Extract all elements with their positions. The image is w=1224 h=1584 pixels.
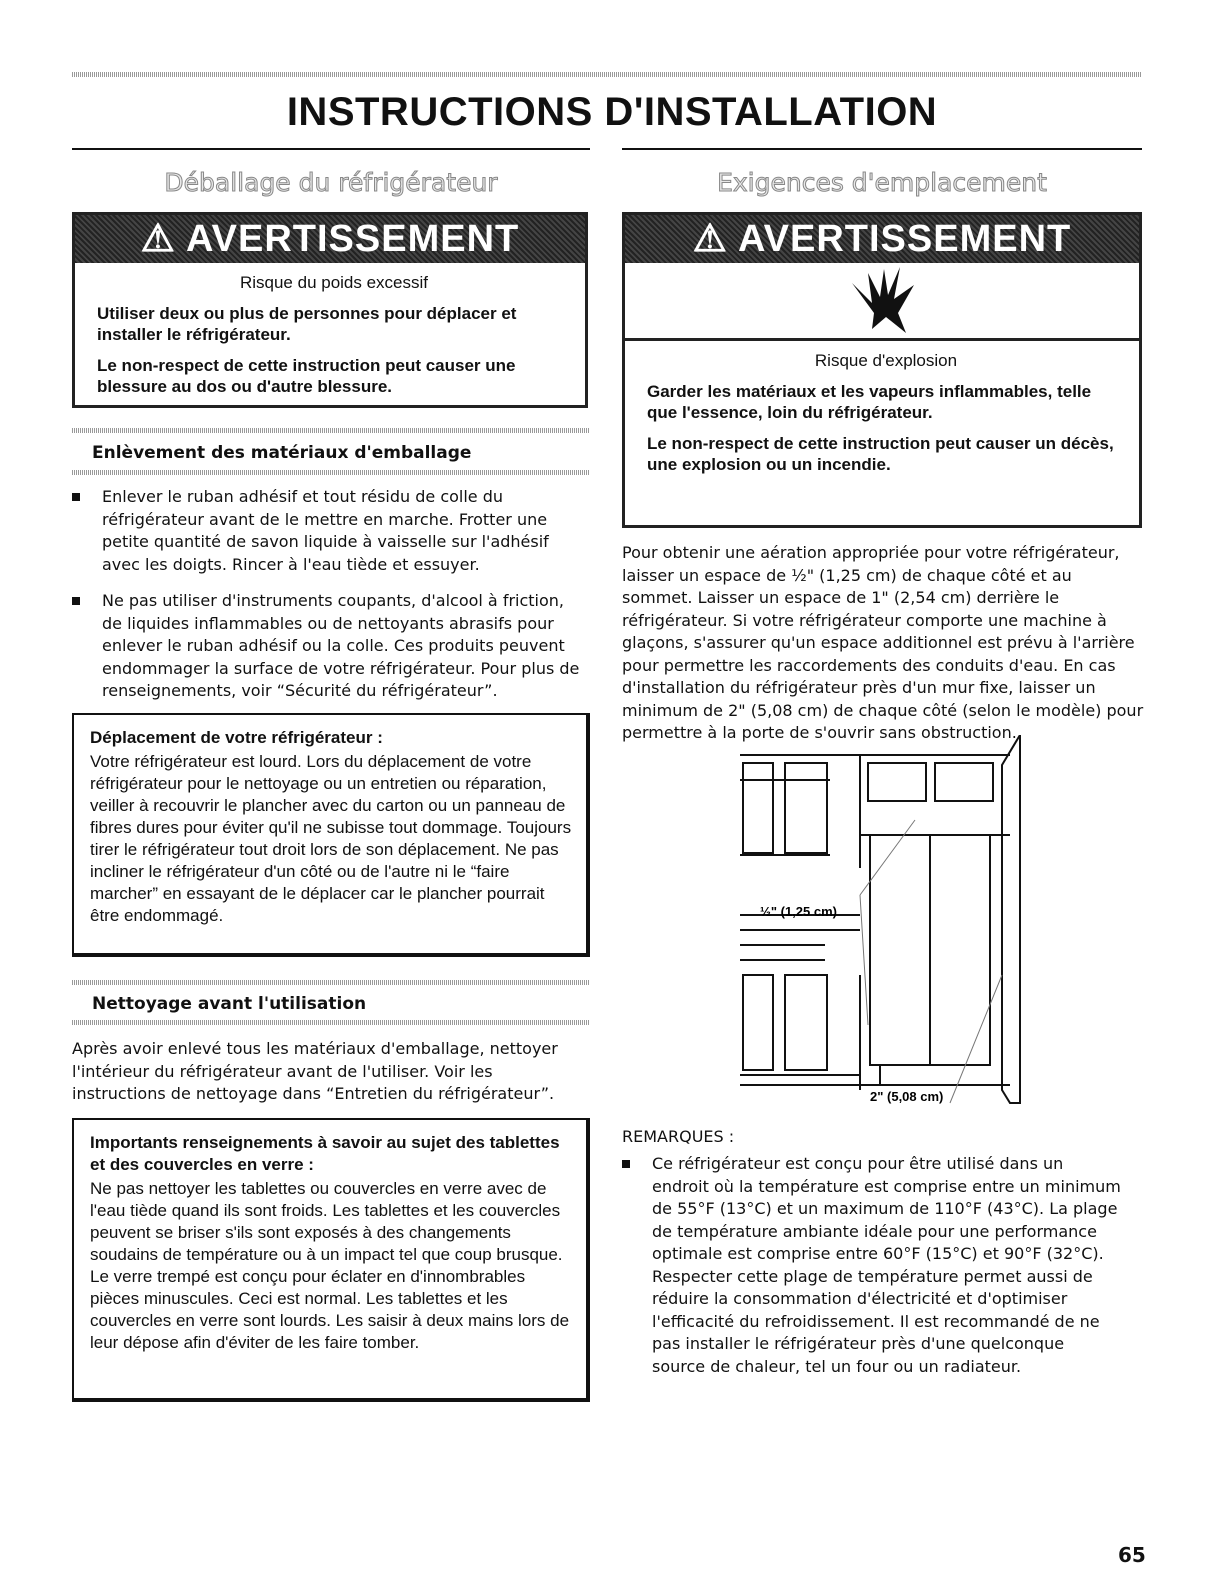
dotted-rule (72, 1020, 590, 1025)
warning-risk: Risque d'explosion (814, 351, 958, 370)
warning-label: AVERTISSEMENT (738, 218, 1072, 260)
section-heading: Déballage du réfrigérateur (164, 168, 498, 197)
warning-risk: Risque du poids excessif (239, 273, 429, 292)
dotted-rule (72, 980, 590, 985)
paragraph: Pour obtenir une aération appropriée pour votre réfrigérateur, laisser un espace de ½" (1,25 cm) de chaque côté et au sommet. Laisser un espace de 1" (2,54 cm) derrière le réfrigérateur. Si votre réfrigérateur comporte une machine à glaçons, s'assurer qu'un espace additionnel est prévu à l'arrière pour permettre les raccordements des conduits d'eau. En cas d'installation du réfrigérateur près d'un mur fixe, laisser un minimum de 2" (5,08 cm) de chaque côté (selon le modèle) pour permettre à la porte de s'ouvrir sans obstruction. (622, 543, 1144, 742)
info-box (72, 713, 590, 957)
warning-header (625, 215, 1139, 263)
paragraph: Après avoir enlevé tous les matériaux d'emballage, nettoyer l'intérieur du réfrigérateur avant de l'utiliser. Voir les instructions de nettoyage dans “Entretien du réfrigérateur”. (72, 1039, 558, 1103)
warning-triangle-icon: ⚠ (692, 218, 728, 260)
box-text: Votre réfrigérateur est lourd. Lors du déplacement de votre réfrigérateur pour le nettoyage ou un entretien ou réparation, veiller à recouvrir le plancher avec du carton ou un panneau de fibres dures pour éviter qu'il ne subisse tout dommage. Toujours tirer le réfrigérateur tout droit lors de son déplacement. Ne pas incliner le réfrigérateur d'un côté ou de l'autre ni le “faire marcher” en essayant de le déplacer car le plancher pourrait être endommagé. (90, 752, 572, 925)
box-title: Déplacement de votre réfrigérateur : (90, 728, 383, 747)
subsection-title: Enlèvement des matériaux d'emballage (92, 443, 472, 463)
page-title: INSTRUCTIONS D'INSTALLATION (286, 90, 938, 134)
warning-line: Garder les matériaux et les vapeurs inflammables, telle que l'essence, loin du réfrigérateur. (647, 382, 1092, 422)
subsection-title: Nettoyage avant l'utilisation (92, 994, 367, 1014)
warning-line: Le non-respect de cette instruction peut causer une blessure au dos ou d'autre blessure. (97, 356, 516, 396)
warning-line: Le non-respect de cette instruction peut causer un décès, une explosion ou un incendie. (647, 434, 1114, 474)
dotted-rule (72, 428, 590, 433)
divider (72, 148, 590, 150)
remarks-title: REMARQUES : (622, 1127, 735, 1146)
explosion-icon (625, 263, 1139, 341)
page-number: 65 (1118, 1543, 1146, 1567)
diagram-label-side: 2" (5,08 cm) (870, 1089, 944, 1104)
list-item: Ne pas utiliser d'instruments coupants, d'alcool à friction, de liquides inflammables ou de nettoyants abrasifs pour enlever le ruban adhésif ou la colle. Ces produits peuvent endommager la surface de votre réfrigérateur. Pour plus de renseignements, voir “Sécurité du réfrigérateur”. (72, 590, 588, 703)
warning-box (622, 212, 1142, 528)
info-box (72, 1118, 590, 1402)
warning-label: AVERTISSEMENT (186, 218, 520, 260)
list-item: Enlever le ruban adhésif et tout résidu de colle du réfrigérateur avant de le mettre en marche. Frotter une petite quantité de savon liquide à vaisselle sur l'adhésif avec les doigts. Rincer à l'eau tiède et essuyer. (72, 486, 588, 576)
list-item: Ce réfrigérateur est conçu pour être utilisé dans un endroit où la température est comprise entre un minimum de 55°F (13°C) et un maximum de 110°F (43°C). La plage de température ambiante idéale pour une performance optimale est comprise entre 60°F (15°C) et 90°F (32°C). Respecter cette plage de température permet aussi de réduire la consommation d'électricité et d'optimiser l'efficacité du refroidissement. Il est recommandé de ne pas installer le réfrigérateur près d'une quelconque source de chaleur, tel un four ou un radiateur. (622, 1153, 1122, 1378)
dotted-rule (72, 470, 590, 475)
box-text: Ne pas nettoyer les tablettes ou couvercles en verre avec de l'eau tiède quand ils sont froids. Les tablettes et les couvercles peuvent se briser s'ils sont exposés à des changements soudains de température ou à un impact tel que coup brusque. Le verre trempé est conçu pour éclater en d'innombrables pièces minuscules. Ceci est normal. Les tablettes et les couvercles en verre sont lourds. Les saisir à deux mains lors de leur dépose afin d'éviter de les faire tomber. (90, 1179, 570, 1352)
warning-triangle-icon: ⚠ (140, 218, 176, 260)
warning-box (72, 212, 588, 408)
box-title: Importants renseignements à savoir au sujet des tablettes et des couvercles en verre : (90, 1133, 560, 1174)
warning-line: Utiliser deux ou plus de personnes pour déplacer et installer le réfrigérateur. (97, 304, 517, 344)
section-heading: Exigences d'emplacement (717, 168, 1047, 197)
diagram-label-top: ½" (1,25 cm) (760, 904, 837, 919)
refrigerator-clearance-diagram (740, 735, 1030, 1105)
warning-header (75, 215, 585, 263)
divider (622, 148, 1142, 150)
top-dotted-rule (72, 72, 1142, 77)
